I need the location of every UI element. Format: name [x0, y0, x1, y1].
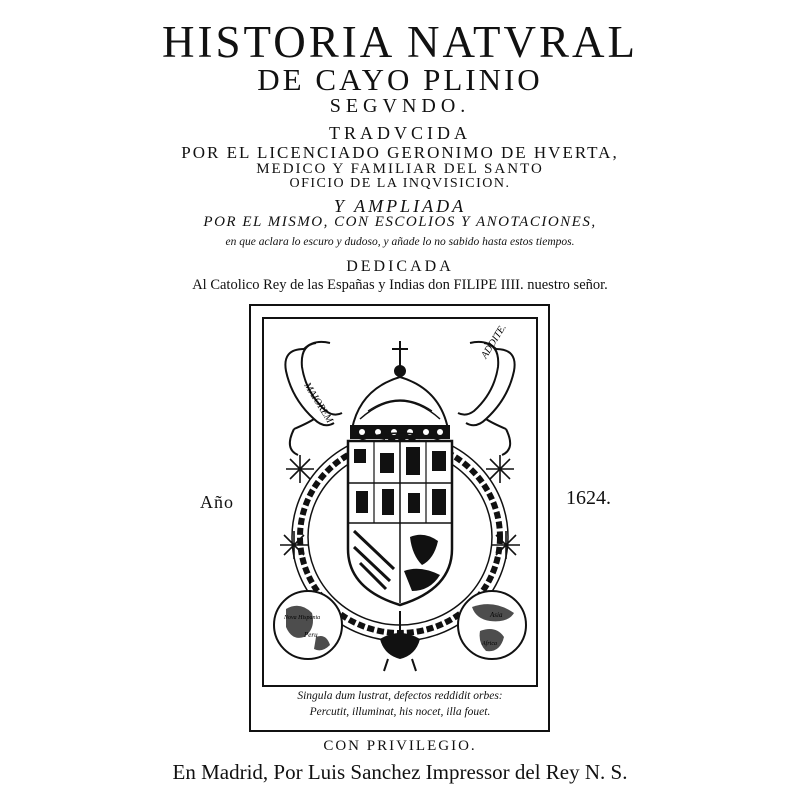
traducida-heading: TRADVCIDA [329, 123, 471, 143]
globe-right-icon [458, 591, 526, 659]
ampliada-description: en que aclara lo escuro y dudoso, y añade lo no sabido hasta estos tiempos. [225, 236, 575, 248]
ampliada-line: POR EL MISMO, CON ESCOLIOS Y ANOTACIONES, [203, 214, 597, 230]
motto-right: ADDITE. [479, 322, 509, 361]
year-value: 1624. [566, 487, 611, 509]
dedicada-heading: DEDICADA [346, 258, 454, 275]
globe-right-label-2: Africa [482, 641, 497, 647]
globe-left-icon [274, 591, 342, 659]
coat-of-arms-engraving [264, 319, 536, 685]
title-line-2: DE CAYO PLINIO [257, 62, 543, 97]
crown-icon [350, 377, 450, 439]
golden-fleece-pendant-icon [380, 611, 420, 671]
ampliada-heading: Y AMPLIADA [333, 196, 467, 216]
engraving-caption-line-1: Singula dum lustrat, defectos reddidit orbes: [297, 690, 503, 702]
motto-left: MAIOREM [301, 380, 335, 426]
translator-role-1: MEDICO Y FAMILIAR DEL SANTO [256, 161, 544, 177]
globe-left-label-2: Peru [304, 631, 318, 639]
engraving-caption-line-2: Percutit, illuminat, his nocet, illa fouet. [309, 706, 491, 718]
dedication-line: Al Catolico Rey de las Españas y Indias don FILIPE IIII. nuestro señor. [192, 277, 608, 293]
privilege-line: CON PRIVILEGIO. [323, 738, 477, 754]
shield-icon [348, 441, 452, 605]
title-line-3: SEGVNDO. [329, 95, 471, 117]
cross-icon [392, 341, 408, 376]
translator-role-2: OFICIO DE LA INQVISICION. [289, 176, 511, 191]
globe-left-label-1: Nova Hispania [284, 615, 321, 621]
translator-line: POR EL LICENCIADO GERONIMO DE HVERTA, [181, 143, 619, 162]
title-line-1: HISTORIA NATVRAL [162, 17, 638, 67]
imprint-line: En Madrid, Por Luis Sanchez Impressor del Rey N. S. [172, 760, 628, 784]
year-label: Año [200, 492, 234, 512]
globe-right-label-1: Asia [490, 611, 503, 619]
